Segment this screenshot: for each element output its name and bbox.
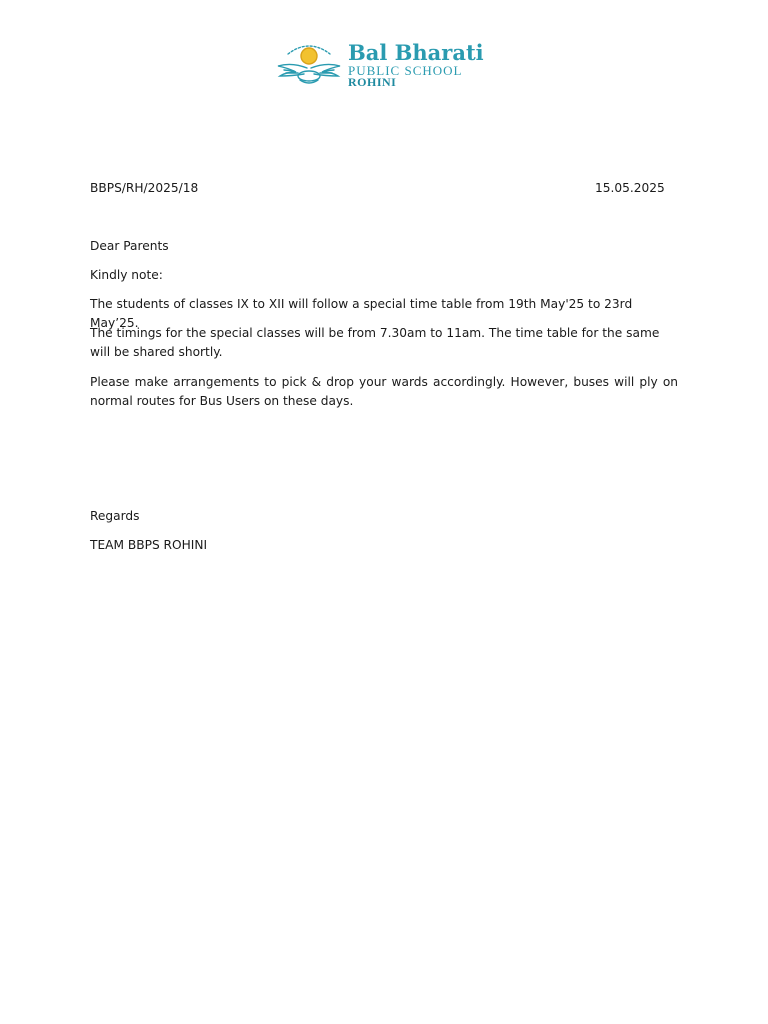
reference-number: BBPS/RH/2025/18 [90,181,199,195]
school-name: Bal Bharati [348,40,484,65]
letter-date: 15.05.2025 [595,181,665,195]
signature: TEAM BBPS ROHINI [90,538,208,552]
salutation: Dear Parents [90,239,169,253]
note-heading: Kindly note: [90,268,163,282]
letterhead [274,38,484,90]
paragraph-transport: Please make arrangements to pick & drop your wards accordingly. However, buses will ply on normal routes for Bus Users on these days. [90,375,678,408]
winged-sun-emblem-icon [274,40,344,86]
school-subtitle: PUBLIC SCHOOL [348,63,463,78]
paragraph-timings: The timings for the special classes will be from 7.30am to 11am. The time table for the same will be shared shortly. [90,326,660,359]
closing: Regards [90,509,140,523]
school-branch: ROHINI [348,75,397,89]
paragraph-schedule: The students of classes IX to XII will follow a special time table from 19th May'25 to 23rd May’25. [90,297,633,330]
